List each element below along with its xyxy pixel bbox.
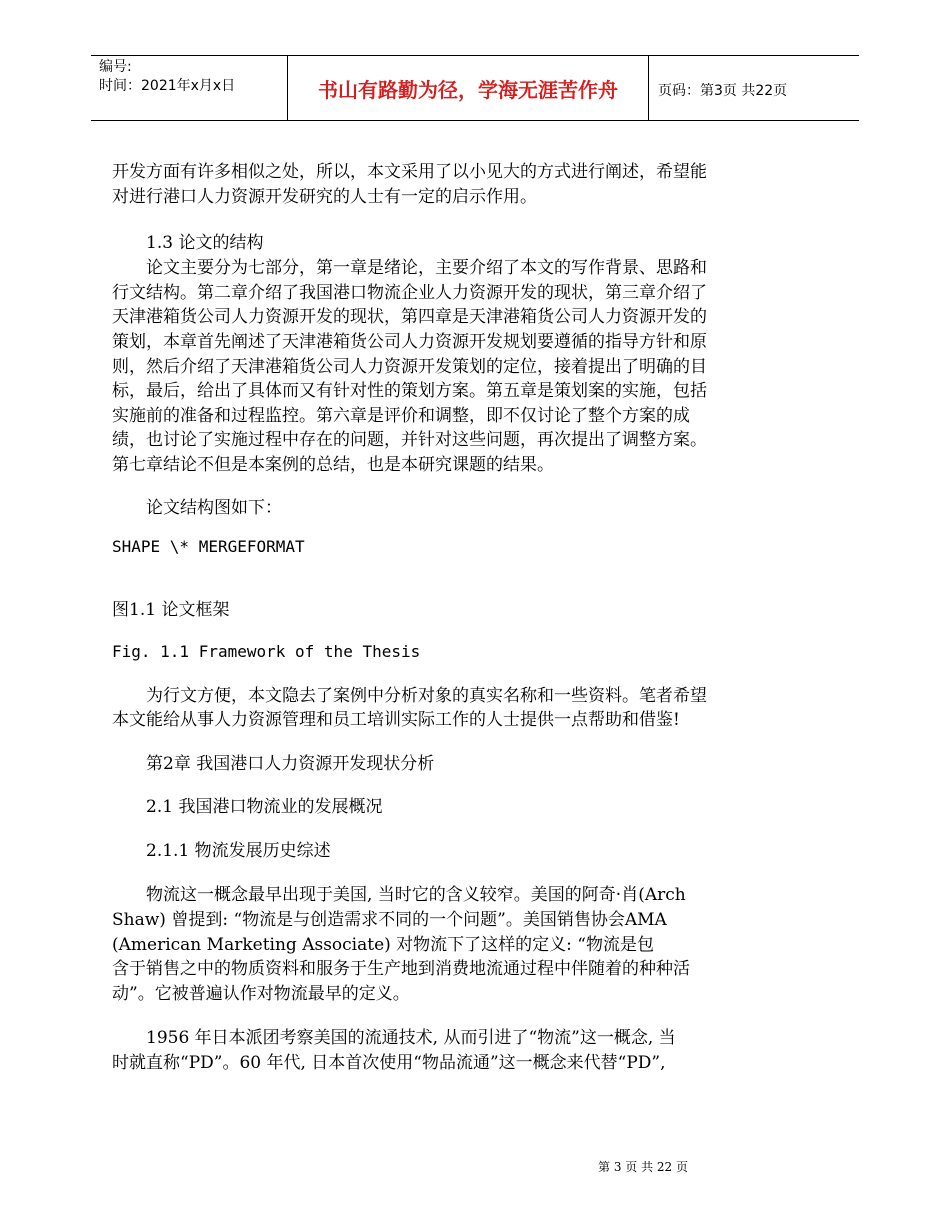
body-line: (American Marketing Associate) 对物流下了这样的定义: “物流是包 xyxy=(112,935,654,955)
header-page-info: 页码：第3页 共22页 xyxy=(658,83,788,99)
body-line: 为行文方便，本文隐去了案例中分析对象的真实名称和一些资料。笔者希望 xyxy=(112,686,707,706)
section-heading: 1.3 论文的结构 xyxy=(112,233,264,253)
body-line: 论文主要分为七部分，第一章是绪论，主要介绍了本文的写作背景、思路和 xyxy=(112,258,707,278)
time-label: 时间：2021年x月x日 xyxy=(99,78,236,94)
subsection-heading: 2.1.1 物流发展历史综述 xyxy=(112,841,331,861)
shape-field-code: SHAPE \* MERGEFORMAT xyxy=(112,537,305,556)
body-line: 1956 年日本派团考察美国的流通技术, 从而引进了“物流”这一概念, 当 xyxy=(112,1028,676,1048)
body-line: 时就直称“PD”。60 年代, 日本首次使用“物品流通”这一概念来代替“PD”, xyxy=(112,1053,666,1073)
number-label: 编号: xyxy=(99,59,132,75)
body-line: 实施前的准备和过程监控。第六章是评价和调整，即不仅讨论了整个方案的成 xyxy=(112,406,690,426)
section-heading: 2.1 我国港口物流业的发展概况 xyxy=(112,797,383,817)
figure-caption-cn: 图1.1 论文框架 xyxy=(112,600,230,620)
body-line: 策划，本章首先阐述了天津港箱货公司人力资源开发规划要遵循的指导方针和原 xyxy=(112,332,707,352)
header-motto: 书山有路勤为径，学海无涯苦作舟 xyxy=(287,55,649,121)
body-line: 第七章结论不但是本案例的总结，也是本研究课题的结果。 xyxy=(112,455,554,475)
body-line: 天津港箱货公司人力资源开发的现状，第四章是天津港箱货公司人力资源开发的 xyxy=(112,307,707,327)
body-line: Shaw) 曾提到: “物流是与创造需求不同的一个问题”。美国销售协会AMA xyxy=(112,910,667,930)
page-header xyxy=(91,55,859,121)
body-line: 动”。它被普遍认作对物流最早的定义。 xyxy=(112,984,410,1004)
body-line: 开发方面有许多相似之处，所以，本文采用了以小见大的方式进行阐述，希望能 xyxy=(112,162,707,182)
figure-caption-en: Fig. 1.1 Framework of the Thesis xyxy=(112,642,421,661)
body-line: 含于销售之中的物质资料和服务于生产地到消费地流通过程中伴随着的种种活 xyxy=(112,959,690,979)
body-line: 本文能给从事人力资源管理和员工培训实际工作的人士提供一点帮助和借鉴! xyxy=(112,710,680,730)
chapter-heading: 第2章 我国港口人力资源开发现状分析 xyxy=(112,754,435,774)
header-meta xyxy=(99,58,235,96)
body-line: 行文结构。第二章介绍了我国港口物流企业人力资源开发的现状，第三章介绍了 xyxy=(112,283,707,303)
body-line: 标，最后，给出了具体而又有针对性的策划方案。第五章是策划案的实施，包括 xyxy=(112,381,707,401)
body-line: 论文结构图如下： xyxy=(112,498,282,518)
body-line: 物流这一概念最早出现于美国, 当时它的含义较窄。美国的阿奇·肖(Arch xyxy=(112,885,686,905)
body-line: 对进行港口人力资源开发研究的人士有一定的启示作用。 xyxy=(112,187,537,207)
body-line: 则，然后介绍了天津港箱货公司人力资源开发策划的定位，接着提出了明确的目 xyxy=(112,357,707,377)
page-footer: 第 3 页 共 22 页 xyxy=(598,1160,688,1174)
body-line: 绩，也讨论了实施过程中存在的问题，并针对这些问题，再次提出了调整方案。 xyxy=(112,430,707,450)
